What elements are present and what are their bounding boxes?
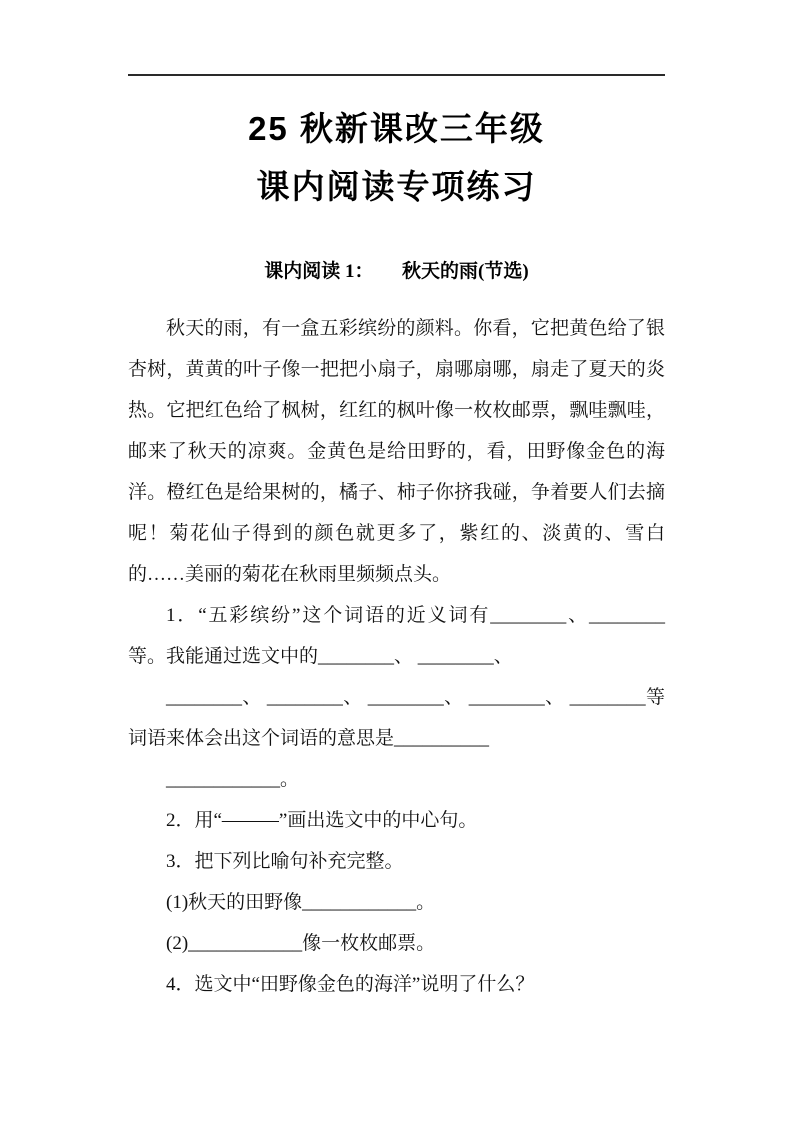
question-1-line-2: ________、 ________、 ________、 ________、 ________等词语来体会出这个词语的意思是__________ <box>128 687 665 749</box>
section-heading: 课内阅读 1： 秋天的雨(节选) <box>264 261 529 282</box>
question-1-line-3: ____________。 <box>166 769 300 790</box>
question-3-item-1: (1)秋天的田野像____________。 <box>166 892 436 913</box>
document-title-line-2: 课内阅读专项练习 <box>256 168 537 205</box>
question-1-line-1: 1．“五彩缤纷”这个词语的近义词有________、________等。我能通过选文中的________、 ________、 <box>128 605 665 667</box>
question-2: 2．用“———”画出选文中的中心句。 <box>166 810 478 831</box>
header-rule <box>128 74 665 76</box>
document-title-line-1: 25 秋新课改三年级 <box>248 110 545 147</box>
question-3-item-2: (2)____________像一枚枚邮票。 <box>166 933 436 954</box>
reading-passage: 秋天的雨，有一盒五彩缤纷的颜料。你看，它把黄色给了银杏树，黄黄的叶子像一把把小扇子，扇哪扇哪，扇走了夏天的炎热。它把红色给了枫树，红红的枫叶像一枚枚邮票，飘哇飘哇，邮来了秋天的凉爽。金黄色是给田野的，看，田野像金色的海洋。橙红色是给果树的，橘子、柿子你挤我碰，争着要人们去摘呢！菊花仙子得到的颜色就更多了，紫红的、淡黄的、雪白的……美丽的菊花在秋雨里频频点头。 <box>128 318 665 585</box>
question-3: 3．把下列比喻句补充完整。 <box>166 851 404 872</box>
questions-list <box>128 595 665 1005</box>
question-4: 4．选文中“田野像金色的海洋”说明了什么？ <box>166 974 535 995</box>
